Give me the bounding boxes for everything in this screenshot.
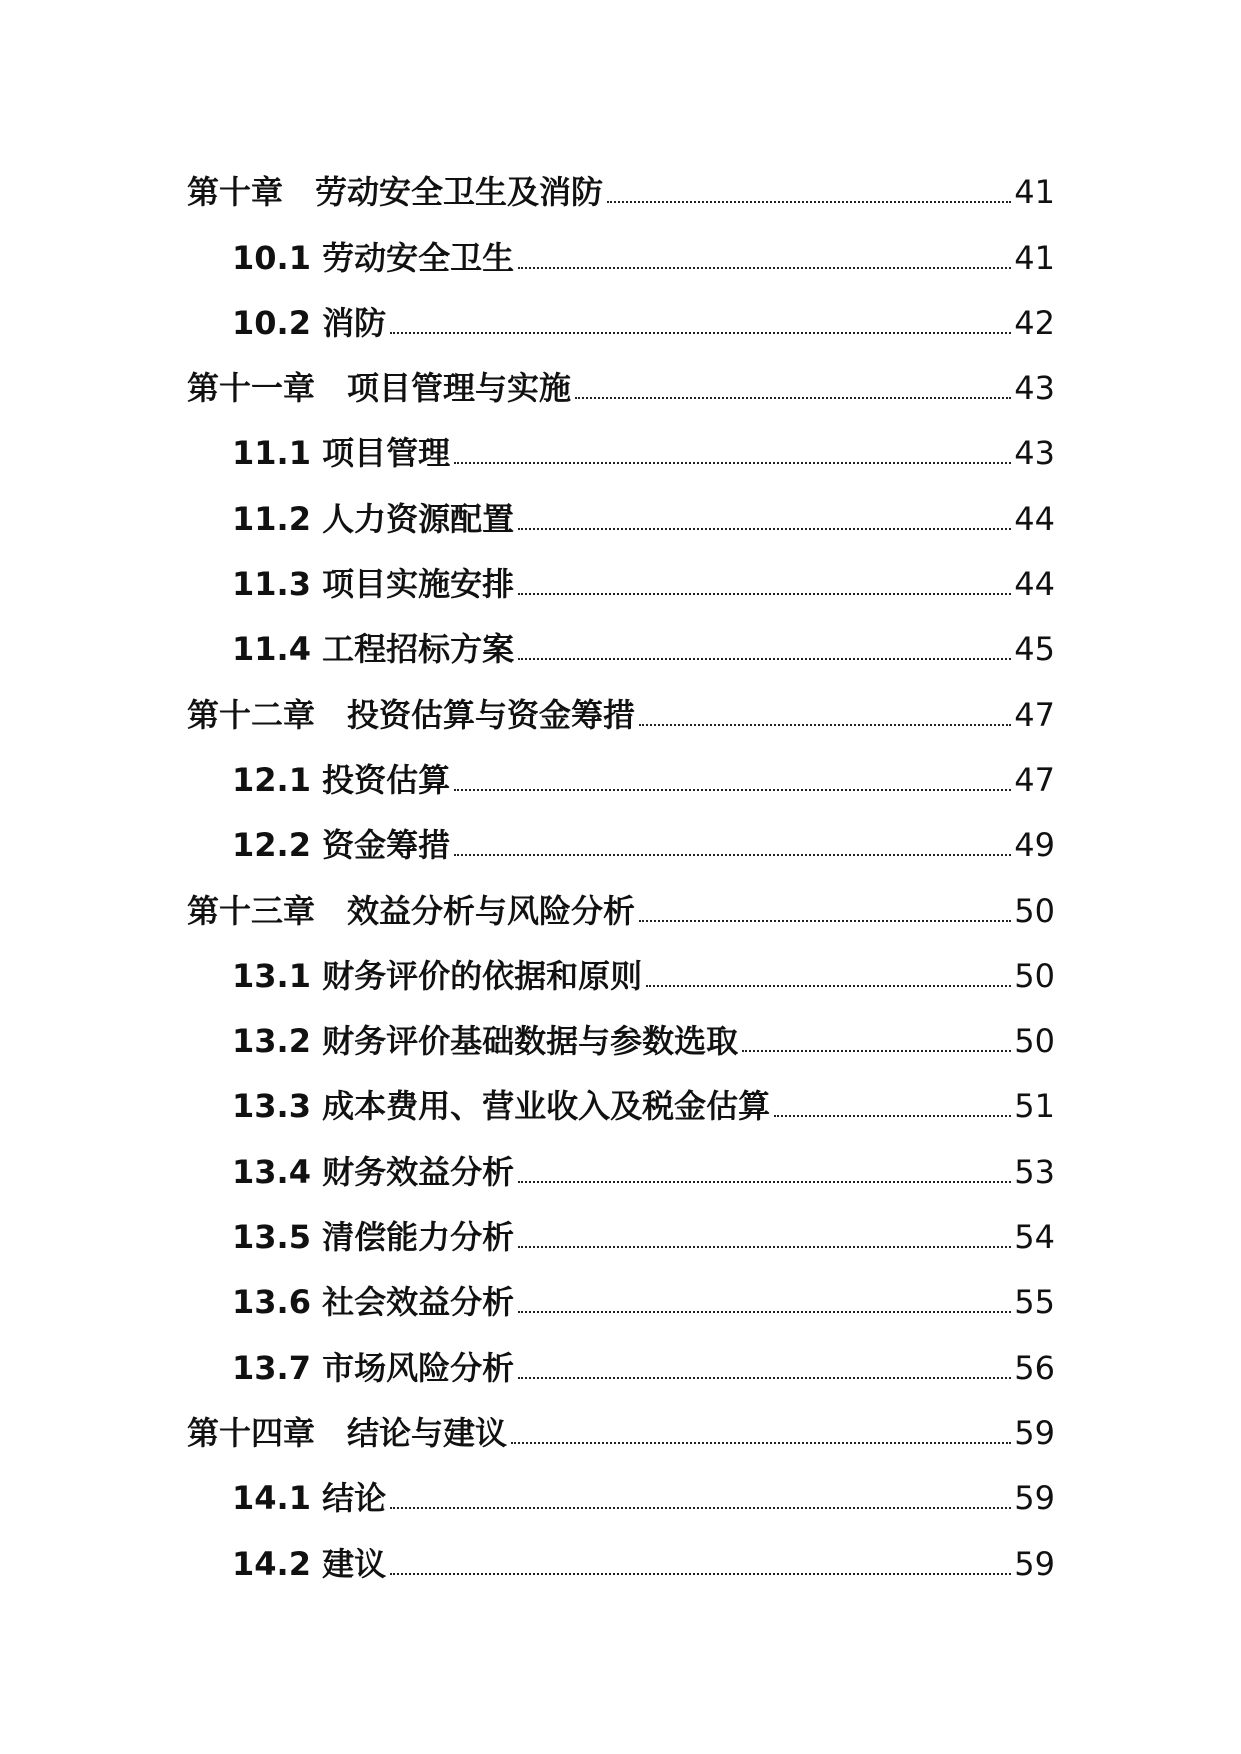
- toc-entry-page: 59: [1014, 1544, 1055, 1583]
- toc-entry-page: 49: [1014, 826, 1055, 865]
- dot-leader: [390, 1573, 1011, 1575]
- toc-entry[interactable]: [187, 1526, 1055, 1591]
- toc-entry-label: 第十章 劳动安全卫生及消防: [187, 173, 604, 212]
- toc-entry-page: 41: [1014, 238, 1055, 277]
- toc-entry[interactable]: [187, 547, 1055, 612]
- toc-entry[interactable]: [187, 1265, 1055, 1330]
- toc-entry[interactable]: [187, 873, 1055, 938]
- toc-entry[interactable]: [187, 286, 1055, 351]
- toc-entry[interactable]: [187, 1134, 1055, 1199]
- toc-entry-label: 13.1 财务评价的依据和原则: [232, 956, 643, 995]
- dot-leader: [454, 462, 1011, 464]
- toc-entry-page: 59: [1014, 1479, 1055, 1518]
- dot-leader: [639, 920, 1011, 922]
- toc-entry-label: 第十三章 效益分析与风险分析: [187, 891, 636, 930]
- toc-entry[interactable]: [187, 612, 1055, 677]
- toc-entry-page: 51: [1014, 1087, 1055, 1126]
- dot-leader: [518, 1311, 1011, 1313]
- toc-entry-page: 41: [1014, 173, 1055, 212]
- toc-entry-page: 50: [1014, 1022, 1055, 1061]
- toc-entry-page: 44: [1014, 499, 1055, 538]
- toc-entry-page: 42: [1014, 303, 1055, 342]
- toc-entry[interactable]: [187, 1330, 1055, 1395]
- dot-leader: [518, 1377, 1011, 1379]
- dot-leader: [518, 658, 1011, 660]
- toc-entry-page: 54: [1014, 1218, 1055, 1257]
- dot-leader: [607, 201, 1011, 203]
- toc-entry[interactable]: [187, 677, 1055, 742]
- dot-leader: [454, 789, 1011, 791]
- toc-entry-page: 50: [1014, 956, 1055, 995]
- toc-entry-label: 13.3 成本费用、营业收入及税金估算: [232, 1087, 771, 1126]
- toc-entry-label: 14.1 结论: [232, 1479, 387, 1518]
- toc-entry-page: 53: [1014, 1152, 1055, 1191]
- toc-entry-page: 45: [1014, 630, 1055, 669]
- toc-entry-page: 43: [1014, 434, 1055, 473]
- toc-entry-label: 10.2 消防: [232, 303, 387, 342]
- toc-entry-page: 47: [1014, 760, 1055, 799]
- dot-leader: [575, 397, 1011, 399]
- toc-entry[interactable]: [187, 808, 1055, 873]
- toc-entry[interactable]: [187, 351, 1055, 416]
- toc-entry-label: 14.2 建议: [232, 1544, 387, 1583]
- toc-entry-page: 55: [1014, 1283, 1055, 1322]
- dot-leader: [518, 1181, 1011, 1183]
- toc-entry[interactable]: [187, 220, 1055, 285]
- dot-leader: [646, 985, 1011, 987]
- toc-entry-label: 11.2 人力资源配置: [232, 499, 515, 538]
- dot-leader: [454, 854, 1011, 856]
- toc-entry[interactable]: [187, 481, 1055, 546]
- toc-entry-label: 第十一章 项目管理与实施: [187, 369, 572, 408]
- toc-entry[interactable]: [187, 1200, 1055, 1265]
- toc-entry[interactable]: [187, 1069, 1055, 1134]
- toc-entry[interactable]: [187, 416, 1055, 481]
- toc-entry-page: 44: [1014, 565, 1055, 604]
- dot-leader: [511, 1442, 1011, 1444]
- dot-leader: [518, 267, 1011, 269]
- toc-entry-label: 11.3 项目实施安排: [232, 565, 515, 604]
- toc-entry[interactable]: [187, 743, 1055, 808]
- toc-entry-page: 59: [1014, 1413, 1055, 1452]
- dot-leader: [518, 1246, 1011, 1248]
- dot-leader: [742, 1050, 1011, 1052]
- table-of-contents: [187, 155, 1055, 1592]
- toc-entry-page: 50: [1014, 891, 1055, 930]
- toc-entry-label: 第十二章 投资估算与资金筹措: [187, 695, 636, 734]
- toc-entry-page: 47: [1014, 695, 1055, 734]
- toc-entry-label: 11.1 项目管理: [232, 434, 451, 473]
- toc-entry-label: 13.5 清偿能力分析: [232, 1218, 515, 1257]
- toc-entry-label: 13.2 财务评价基础数据与参数选取: [232, 1022, 739, 1061]
- toc-entry-label: 13.4 财务效益分析: [232, 1152, 515, 1191]
- dot-leader: [518, 528, 1011, 530]
- dot-leader: [390, 1507, 1011, 1509]
- dot-leader: [390, 332, 1011, 334]
- dot-leader: [639, 724, 1011, 726]
- toc-entry[interactable]: [187, 155, 1055, 220]
- toc-entry-label: 第十四章 结论与建议: [187, 1413, 508, 1452]
- toc-entry[interactable]: [187, 1461, 1055, 1526]
- toc-entry-label: 12.2 资金筹措: [232, 826, 451, 865]
- toc-entry-page: 56: [1014, 1348, 1055, 1387]
- toc-entry-label: 13.7 市场风险分析: [232, 1348, 515, 1387]
- toc-entry-label: 12.1 投资估算: [232, 760, 451, 799]
- dot-leader: [518, 593, 1011, 595]
- toc-entry[interactable]: [187, 1004, 1055, 1069]
- toc-entry[interactable]: [187, 1396, 1055, 1461]
- toc-entry-label: 11.4 工程招标方案: [232, 630, 515, 669]
- toc-entry-label: 10.1 劳动安全卫生: [232, 238, 515, 277]
- toc-entry-label: 13.6 社会效益分析: [232, 1283, 515, 1322]
- toc-entry-page: 43: [1014, 369, 1055, 408]
- toc-entry[interactable]: [187, 939, 1055, 1004]
- dot-leader: [774, 1115, 1011, 1117]
